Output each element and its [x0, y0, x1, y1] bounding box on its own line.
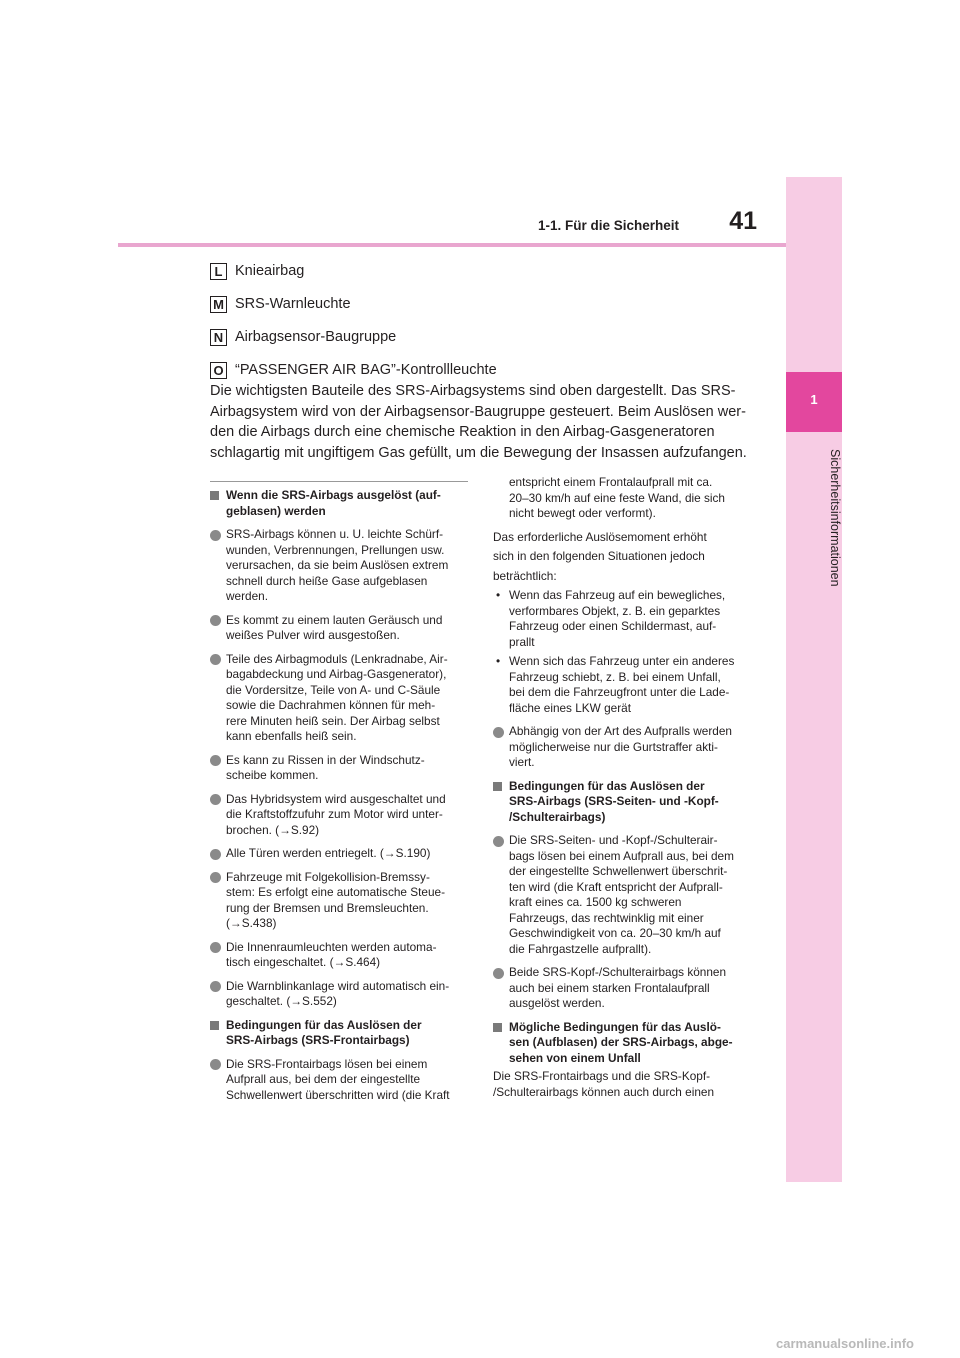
legend-item: [210, 327, 396, 347]
bullet-item: Fahrzeuge mit Folgekollision-Bremssy- stem: Es erfolgt eine automatische Steue- rung der Bremsen und Bremsleuchten. (→S.438): [210, 870, 468, 932]
legend-item: [210, 294, 351, 314]
round-bullet-icon: [210, 654, 221, 665]
round-bullet-icon: [210, 942, 221, 953]
bullet-item: Abhängig von der Art des Aufpralls werden möglicherweise nur die Gurtstraffer akti- viert.: [493, 724, 751, 771]
body-text: Die SRS-Frontairbags und die SRS-Kopf- /Schulterairbags können auch durch einen: [493, 1069, 715, 1099]
sub-bullet-item: • Wenn sich das Fahrzeug unter ein anderes Fahrzeug schiebt, z. B. bei einem Unfall, bei dem die Fahrzeugfront unter die Lade- fläche eines LKW gerät: [496, 654, 735, 715]
sub-bullet-item: • Wenn das Fahrzeug auf ein bewegliches, verformbares Objekt, z. B. ein geparktes Fahrzeug oder einen Schildermast, auf- prallt: [496, 588, 726, 649]
round-bullet-icon: [493, 727, 504, 738]
continued-text: entspricht einem Frontalaufprall mit ca. 20–30 km/h auf eine feste Wand, die sich nicht bewegt oder verformt).: [509, 475, 725, 520]
bullet-item: Die Warnblinkanlage wird automatisch ein- geschaltet. (→S.552): [210, 979, 468, 1010]
subsection-heading: Mögliche Bedingungen für das Auslö- sen (Aufblasen) der SRS-Airbags, abge- sehen von einem Unfall: [493, 1020, 751, 1067]
legend-letter-box: N: [210, 329, 227, 346]
site-watermark: carmanualsonline.info: [776, 1336, 914, 1351]
intro-line: Die wichtigsten Bauteile des SRS-Airbagsystems sind oben dargestellt. Das SRS-: [210, 383, 736, 399]
round-bullet-icon: [210, 794, 221, 805]
round-bullet-icon: [210, 872, 221, 883]
subsection-heading: Bedingungen für das Auslösen der SRS-Airbags (SRS-Frontairbags): [210, 1018, 468, 1049]
chapter-side-tab: [786, 177, 842, 1182]
section-title: 1-1. Für die Sicherheit: [538, 218, 680, 233]
round-bullet-icon: [210, 755, 221, 766]
legend-item: [210, 360, 497, 380]
bullet-item: Es kommt zu einem lauten Geräusch und weißes Pulver wird ausgestoßen.: [210, 613, 468, 644]
bullet-item: Das Hybridsystem wird ausgeschaltet und die Kraftstoffzufuhr zum Motor wird unter- brochen. (→S.92): [210, 792, 468, 839]
square-bullet-icon: [493, 1023, 502, 1032]
body-text: Das erforderliche Auslösemoment erhöht: [493, 529, 707, 544]
legend-text: “PASSENGER AIR BAG”-Kontrollleuchte: [235, 362, 497, 378]
bullet-item: Die Innenraumleuchten werden automa- tisch eingeschaltet. (→S.464): [210, 940, 468, 971]
bullet-item: Es kann zu Rissen in der Windschutz- scheibe kommen.: [210, 753, 468, 784]
page-number: 41: [729, 207, 757, 235]
small-bullet-icon: •: [496, 654, 501, 668]
bullet-item: Die SRS-Seiten- und -Kopf-/Schulterair- bags lösen bei einem Aufprall aus, bei dem der eingestellte Schwellenwert überschrit- ten wird (die Kraft entspricht der Aufprall- kraft eines ca. 1500 kg schweren Fahrzeugs, das rechtwinklig mit einer Geschwindigkeit von ca. 20–30 km/h auf die Fahrgastzelle aufprallt).: [493, 833, 751, 957]
subsection-heading: Bedingungen für das Auslösen der SRS-Airbags (SRS-Seiten- und -Kopf- /Schulterairbags): [493, 779, 751, 826]
intro-paragraph: [210, 381, 755, 463]
round-bullet-icon: [210, 1059, 221, 1070]
subsection-heading: Wenn die SRS-Airbags ausgelöst (auf- geblasen) werden: [210, 488, 468, 519]
left-column: [210, 488, 468, 1111]
right-column: [493, 475, 751, 1104]
round-bullet-icon: [210, 981, 221, 992]
bullet-item: Die SRS-Frontairbags lösen bei einem Aufprall aus, bei dem der eingestellte Schwellenwert überschritten wird (die Kraft: [210, 1057, 468, 1104]
legend-letter-box: O: [210, 362, 227, 379]
square-bullet-icon: [210, 1021, 219, 1030]
body-text: sich in den folgenden Situationen jedoch: [493, 549, 705, 563]
body-text: beträchtlich:: [493, 568, 557, 583]
legend-text: SRS-Warnleuchte: [235, 296, 351, 312]
bullet-item: Teile des Airbagmoduls (Lenkradnabe, Air- bagabdeckung und Airbag-Gasgenerator), die Vordersitze, Teile von A- und C-Säule sowie die Dachrahmen können für meh- rere Minuten heiß sein. Der Airbag selbst kann ebenfalls heiß sein.: [210, 652, 468, 745]
round-bullet-icon: [210, 615, 221, 626]
small-bullet-icon: •: [496, 588, 501, 602]
legend-text: Airbagsensor-Baugruppe: [235, 329, 397, 345]
legend-letter-box: L: [210, 263, 227, 280]
bullet-item: Beide SRS-Kopf-/Schulterairbags können auch bei einem starken Frontalaufprall ausgelöst werden.: [493, 965, 751, 1012]
chapter-label: Sicherheitsinformationen: [828, 449, 842, 587]
round-bullet-icon: [493, 968, 504, 979]
legend-text: Knieairbag: [235, 263, 305, 279]
bullet-item: Alle Türen werden entriegelt. (→S.190): [210, 846, 468, 862]
round-bullet-icon: [210, 530, 221, 541]
round-bullet-icon: [493, 836, 504, 847]
legend-letter-box: M: [210, 296, 227, 313]
bullet-item: SRS-Airbags können u. U. leichte Schürf- wunden, Verbrennungen, Prellungen usw. verursachen, da sie beim Auslösen extrem schnell durch heiße Gase aufgeblasen werden.: [210, 527, 468, 605]
intro-line: den die Airbags durch eine chemische Reaktion in den Airbag-Gasgeneratoren: [210, 424, 715, 440]
intro-line: Airbagsystem wird von der Airbagsensor-Baugruppe gesteuert. Beim Auslösen wer-: [210, 403, 746, 420]
square-bullet-icon: [493, 782, 502, 791]
column-top-rule: [210, 481, 468, 482]
legend-item: [210, 261, 304, 281]
intro-line: schlagartig mit ungiftigem Gas gefüllt, um die Bewegung der Insassen aufzufangen.: [210, 444, 747, 461]
square-bullet-icon: [210, 491, 219, 500]
chapter-number: 1: [810, 392, 818, 407]
header-rule: [118, 243, 786, 247]
round-bullet-icon: [210, 849, 221, 860]
